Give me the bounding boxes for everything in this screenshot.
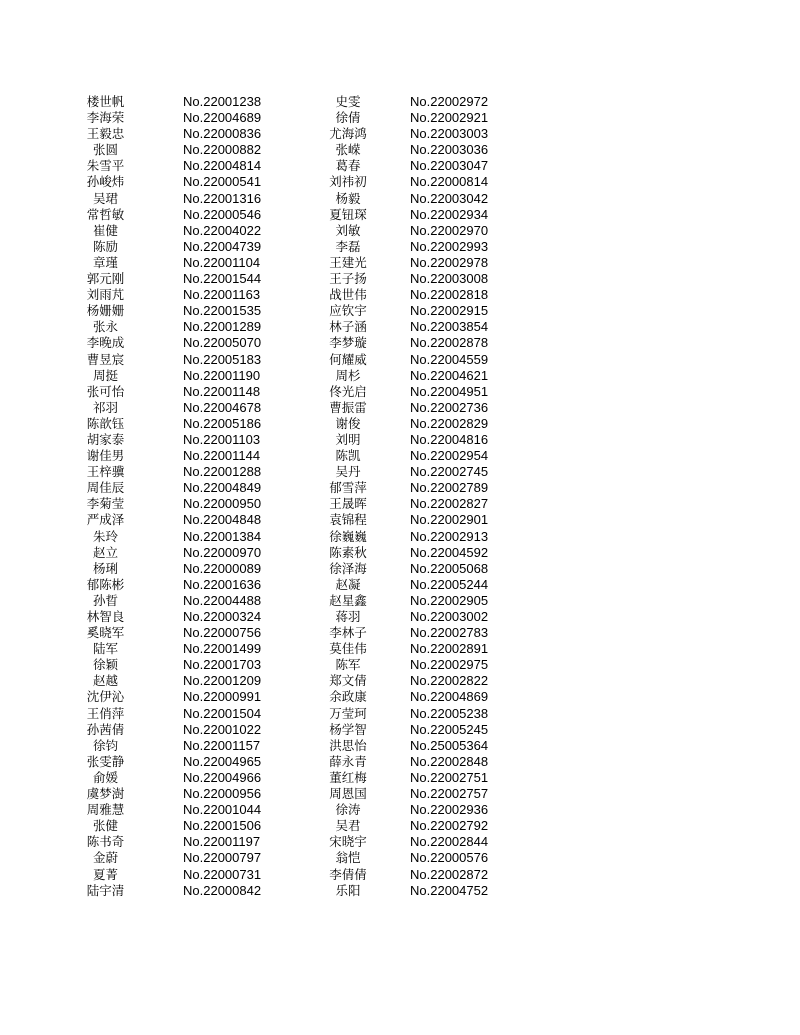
student-name: 朱玲 bbox=[92, 528, 118, 544]
student-id: No.22001544 bbox=[183, 271, 262, 287]
table-row bbox=[78, 512, 518, 528]
student-name: 孙晢 bbox=[92, 592, 118, 608]
student-id: No.22002934 bbox=[410, 206, 489, 222]
student-name: 章瑾 bbox=[92, 254, 118, 270]
table-row bbox=[78, 609, 518, 625]
student-name: 张雯静 bbox=[86, 753, 125, 769]
student-id: No.22001289 bbox=[183, 319, 262, 335]
student-name: 吴丹 bbox=[335, 464, 361, 480]
table-row bbox=[78, 191, 518, 207]
table-row bbox=[78, 464, 518, 480]
student-id: No.22003002 bbox=[410, 609, 489, 624]
table-row bbox=[78, 770, 518, 786]
student-id: No.22002789 bbox=[410, 480, 489, 496]
student-name: 郁雪萍 bbox=[329, 480, 367, 496]
table-row bbox=[78, 94, 518, 110]
student-name: 张可怡 bbox=[86, 383, 125, 399]
student-id: No.22002970 bbox=[410, 222, 489, 238]
student-name: 刘敏 bbox=[335, 222, 361, 238]
student-name: 楼世帆 bbox=[86, 94, 125, 109]
student-id: No.22001104 bbox=[183, 254, 261, 270]
table-row bbox=[78, 722, 518, 738]
student-id: No.22000991 bbox=[183, 689, 262, 705]
student-id: No.22005186 bbox=[183, 415, 262, 431]
student-id: No.22002993 bbox=[410, 238, 489, 254]
student-id: No.22002978 bbox=[410, 254, 489, 270]
student-id: No.22001209 bbox=[183, 673, 262, 689]
student-name: 李菊莹 bbox=[86, 496, 125, 512]
student-id: No.22005245 bbox=[410, 721, 489, 737]
student-id: No.22003854 bbox=[410, 319, 489, 335]
table-row bbox=[78, 657, 518, 673]
table-row bbox=[78, 352, 518, 368]
student-name: 袁锦程 bbox=[329, 512, 367, 528]
student-name: 陈军 bbox=[335, 657, 361, 673]
student-name: 杨毅 bbox=[335, 190, 361, 206]
student-id: No.22002891 bbox=[410, 641, 489, 657]
student-id: No.22002901 bbox=[410, 512, 489, 528]
student-id: No.22000836 bbox=[183, 126, 262, 142]
student-name: 刘明 bbox=[335, 431, 361, 447]
student-name: 张健 bbox=[92, 818, 118, 834]
student-id: No.22002848 bbox=[410, 753, 489, 769]
student-id: No.22004678 bbox=[183, 399, 262, 415]
student-name: 赵越 bbox=[92, 673, 118, 689]
student-id: No.22002905 bbox=[410, 592, 489, 608]
student-id: No.22002822 bbox=[410, 673, 489, 689]
table-row bbox=[78, 577, 518, 593]
student-name: 余政康 bbox=[329, 689, 367, 705]
student-id: No.22004689 bbox=[183, 110, 262, 126]
student-id: No.22004752 bbox=[410, 882, 489, 898]
student-name: 严成泽 bbox=[86, 512, 125, 528]
student-name: 郑文倩 bbox=[329, 673, 367, 689]
student-id: No.22004559 bbox=[410, 351, 489, 367]
student-id: No.22002783 bbox=[410, 625, 489, 641]
table-row bbox=[78, 384, 518, 400]
student-id: No.22001384 bbox=[183, 528, 262, 544]
student-id: No.22002972 bbox=[410, 94, 489, 109]
student-id: No.22002872 bbox=[410, 866, 489, 882]
student-id: No.22000541 bbox=[183, 174, 262, 190]
table-row bbox=[78, 689, 518, 705]
student-id: No.22001288 bbox=[183, 464, 262, 480]
table-row bbox=[78, 400, 518, 416]
student-id: No.22003003 bbox=[410, 126, 489, 142]
table-row bbox=[78, 448, 518, 464]
table-row bbox=[78, 818, 518, 834]
student-name: 周杉 bbox=[335, 367, 361, 383]
student-name: 李磊 bbox=[335, 238, 361, 254]
table-row bbox=[78, 126, 518, 142]
student-name: 胡家泰 bbox=[86, 431, 125, 447]
student-id: No.22002745 bbox=[410, 464, 489, 480]
student-name: 史雯 bbox=[335, 94, 361, 109]
student-id: No.22002921 bbox=[410, 110, 489, 126]
student-name: 翁恺 bbox=[335, 850, 361, 866]
student-name: 崔健 bbox=[92, 222, 118, 238]
student-name: 陈书奇 bbox=[86, 834, 125, 850]
table-row bbox=[78, 174, 518, 190]
student-name: 周佳辰 bbox=[86, 480, 125, 496]
student-id: No.22001238 bbox=[183, 94, 262, 109]
student-name: 常哲敏 bbox=[86, 206, 125, 222]
table-row bbox=[78, 335, 518, 351]
student-name: 夏钮琛 bbox=[329, 206, 367, 222]
student-name: 张嵘 bbox=[335, 142, 361, 158]
table-row bbox=[78, 625, 518, 641]
student-id: No.22005244 bbox=[410, 576, 489, 592]
table-row bbox=[78, 271, 518, 287]
student-name: 佟光启 bbox=[329, 383, 367, 399]
student-id: No.25005364 bbox=[410, 737, 489, 753]
student-id: No.22001535 bbox=[183, 303, 262, 319]
table-row bbox=[78, 867, 518, 883]
student-id: No.22003042 bbox=[410, 190, 489, 206]
student-id: No.22000756 bbox=[183, 625, 262, 641]
student-name: 陈歆钰 bbox=[86, 415, 125, 431]
student-name: 奚晓军 bbox=[86, 625, 125, 641]
student-name: 赵凝 bbox=[335, 576, 361, 592]
table-row bbox=[78, 706, 518, 722]
student-name: 周雅慧 bbox=[86, 802, 125, 818]
student-name: 郁陈彬 bbox=[86, 576, 125, 592]
student-name: 夏菁 bbox=[92, 866, 118, 882]
student-name: 徐钧 bbox=[92, 737, 118, 753]
student-id: No.22002818 bbox=[410, 287, 489, 303]
student-name: 孙茜倩 bbox=[86, 721, 125, 737]
student-id: No.22002751 bbox=[410, 769, 489, 785]
student-name: 陈励 bbox=[92, 238, 118, 254]
table-row bbox=[78, 239, 518, 255]
student-name: 李林子 bbox=[329, 625, 367, 641]
student-id: No.22002878 bbox=[410, 335, 489, 351]
student-id: No.22001190 bbox=[183, 367, 261, 383]
student-id: No.22004816 bbox=[410, 431, 489, 447]
student-id: No.22002913 bbox=[410, 528, 489, 544]
student-name: 应钦宇 bbox=[329, 303, 367, 319]
student-id: No.22001163 bbox=[183, 287, 261, 303]
student-name: 徐巍巍 bbox=[329, 528, 367, 544]
student-name: 刘祎初 bbox=[329, 174, 367, 190]
student-name: 徐颖 bbox=[92, 657, 118, 673]
student-name: 莫佳伟 bbox=[329, 641, 367, 657]
student-name: 葛春 bbox=[335, 158, 361, 174]
student-name: 徐涛 bbox=[335, 802, 361, 818]
table-row bbox=[78, 834, 518, 850]
table-row bbox=[78, 641, 518, 657]
student-id: No.22000842 bbox=[183, 882, 262, 898]
roster-table bbox=[78, 94, 518, 899]
student-name: 俞媛 bbox=[92, 769, 118, 785]
student-name: 李梦璇 bbox=[329, 335, 367, 351]
student-id: No.22001316 bbox=[183, 190, 262, 206]
student-name: 王梓骥 bbox=[86, 464, 125, 480]
student-name: 洪思怡 bbox=[329, 737, 367, 753]
student-id: No.22004814 bbox=[183, 158, 262, 174]
student-name: 薛永青 bbox=[329, 753, 367, 769]
student-name: 乐阳 bbox=[335, 882, 361, 898]
student-id: No.22001103 bbox=[183, 431, 261, 447]
student-name: 陆军 bbox=[92, 641, 118, 657]
student-id: No.22002975 bbox=[410, 657, 489, 673]
student-id: No.22001022 bbox=[183, 721, 262, 737]
student-id: No.22000546 bbox=[183, 206, 262, 222]
student-name: 林子涵 bbox=[329, 319, 367, 335]
student-name: 李倩倩 bbox=[329, 866, 367, 882]
table-row bbox=[78, 850, 518, 866]
table-row bbox=[78, 545, 518, 561]
student-id: No.22002915 bbox=[410, 303, 489, 319]
student-id: No.22001157 bbox=[183, 737, 261, 753]
student-name: 李海荣 bbox=[86, 110, 125, 126]
student-name: 曹昱宸 bbox=[86, 351, 125, 367]
student-name: 赵星鑫 bbox=[329, 592, 367, 608]
student-name: 陈素秋 bbox=[329, 544, 367, 560]
student-id: No.22000956 bbox=[183, 786, 262, 802]
student-name: 金蔚 bbox=[92, 850, 118, 866]
student-id: No.22001703 bbox=[183, 657, 262, 673]
table-row bbox=[78, 303, 518, 319]
student-id: No.22001144 bbox=[183, 448, 261, 464]
student-id: No.22005070 bbox=[183, 335, 262, 351]
student-name: 吴珺 bbox=[92, 190, 118, 206]
table-row bbox=[78, 738, 518, 754]
student-name: 王建光 bbox=[329, 254, 367, 270]
student-id: No.22004965 bbox=[183, 753, 262, 769]
student-name: 陈凯 bbox=[335, 448, 361, 464]
student-id: No.22000089 bbox=[183, 560, 262, 576]
student-name: 周挺 bbox=[92, 367, 118, 383]
table-row bbox=[78, 142, 518, 158]
student-name: 何耀威 bbox=[329, 351, 367, 367]
student-id: No.22001044 bbox=[183, 802, 262, 818]
student-name: 谢佳男 bbox=[86, 448, 125, 464]
table-row bbox=[78, 561, 518, 577]
student-id: No.22001506 bbox=[183, 818, 262, 834]
student-name: 杨姗姗 bbox=[86, 303, 125, 319]
student-id: No.22001197 bbox=[183, 834, 261, 850]
student-name: 杨学智 bbox=[329, 721, 367, 737]
student-id: No.22005068 bbox=[410, 560, 489, 576]
student-id: No.22003036 bbox=[410, 142, 489, 158]
student-id: No.22002936 bbox=[410, 802, 489, 818]
table-row bbox=[78, 786, 518, 802]
student-id: No.22000814 bbox=[410, 174, 489, 190]
table-row bbox=[78, 883, 518, 899]
student-name: 蒋羽 bbox=[335, 609, 361, 624]
table-row bbox=[78, 207, 518, 223]
table-row bbox=[78, 432, 518, 448]
student-id: No.22002757 bbox=[410, 786, 489, 802]
student-id: No.22004022 bbox=[183, 222, 262, 238]
table-row bbox=[78, 255, 518, 271]
student-name: 虞梦澍 bbox=[86, 786, 125, 802]
student-name: 徐泽海 bbox=[329, 560, 367, 576]
table-row bbox=[78, 319, 518, 335]
student-id: No.22004951 bbox=[410, 383, 489, 399]
student-id: No.22004869 bbox=[410, 689, 489, 705]
student-name: 谢俊 bbox=[335, 415, 361, 431]
student-name: 赵立 bbox=[92, 544, 118, 560]
student-name: 尤海鸿 bbox=[329, 126, 367, 142]
student-id: No.22002844 bbox=[410, 834, 489, 850]
student-name: 沈伊沁 bbox=[86, 689, 125, 705]
student-id: No.22004966 bbox=[183, 769, 262, 785]
student-id: No.22002736 bbox=[410, 399, 489, 415]
student-name: 张圆 bbox=[92, 142, 118, 158]
student-name: 陆宇清 bbox=[86, 882, 125, 898]
student-name: 王子扬 bbox=[329, 271, 367, 287]
student-name: 杨琍 bbox=[92, 560, 118, 576]
student-name: 吴君 bbox=[335, 818, 361, 834]
student-id: No.22005238 bbox=[410, 705, 489, 721]
student-id: No.22000324 bbox=[183, 609, 262, 624]
student-id: No.22004739 bbox=[183, 238, 262, 254]
student-name: 王晟晖 bbox=[329, 496, 367, 512]
student-name: 林智良 bbox=[86, 609, 125, 624]
student-id: No.22000950 bbox=[183, 496, 262, 512]
student-id: No.22000970 bbox=[183, 544, 262, 560]
table-row bbox=[78, 673, 518, 689]
student-id: No.22000731 bbox=[183, 866, 262, 882]
table-row bbox=[78, 416, 518, 432]
student-id: No.22000797 bbox=[183, 850, 262, 866]
table-row bbox=[78, 802, 518, 818]
student-id: No.22002829 bbox=[410, 415, 489, 431]
student-name: 朱雪平 bbox=[86, 158, 125, 174]
student-id: No.22003008 bbox=[410, 271, 489, 287]
student-name: 孙峻炜 bbox=[86, 174, 125, 190]
student-id: No.22002954 bbox=[410, 448, 489, 464]
student-name: 万莹珂 bbox=[329, 705, 367, 721]
student-id: No.22001636 bbox=[183, 576, 262, 592]
table-row bbox=[78, 287, 518, 303]
student-name: 战世伟 bbox=[329, 287, 367, 303]
student-name: 郭元刚 bbox=[86, 271, 125, 287]
student-name: 张永 bbox=[92, 319, 118, 335]
student-name: 刘雨芃 bbox=[86, 287, 125, 303]
student-id: No.22002792 bbox=[410, 818, 489, 834]
table-row bbox=[78, 368, 518, 384]
student-name: 董红梅 bbox=[329, 769, 367, 785]
table-row bbox=[78, 496, 518, 512]
student-name: 王毅忠 bbox=[86, 126, 125, 142]
table-row bbox=[78, 158, 518, 174]
student-id: No.22001504 bbox=[183, 705, 262, 721]
table-row bbox=[78, 223, 518, 239]
student-id: No.22004848 bbox=[183, 512, 262, 528]
student-id: No.22004488 bbox=[183, 592, 262, 608]
student-id: No.22000576 bbox=[410, 850, 489, 866]
student-name: 李晚成 bbox=[86, 335, 125, 351]
student-name: 祁羽 bbox=[92, 399, 118, 415]
student-id: No.22003047 bbox=[410, 158, 489, 174]
student-id: No.22004849 bbox=[183, 480, 262, 496]
student-id: No.22005183 bbox=[183, 351, 262, 367]
table-row bbox=[78, 593, 518, 609]
student-id: No.22002827 bbox=[410, 496, 489, 512]
table-row bbox=[78, 110, 518, 126]
student-name: 宋晓宇 bbox=[329, 834, 367, 850]
student-id: No.22004592 bbox=[410, 544, 489, 560]
student-id: No.22001148 bbox=[183, 383, 261, 399]
student-id: No.22000882 bbox=[183, 142, 262, 158]
student-name: 曹振雷 bbox=[329, 399, 367, 415]
student-id: No.22001499 bbox=[183, 641, 262, 657]
student-name: 徐倩 bbox=[335, 110, 361, 126]
table-row bbox=[78, 754, 518, 770]
student-name: 周恩国 bbox=[329, 786, 367, 802]
table-row bbox=[78, 480, 518, 496]
student-name: 王俏萍 bbox=[86, 705, 125, 721]
table-row bbox=[78, 529, 518, 545]
student-id: No.22004621 bbox=[410, 367, 489, 383]
